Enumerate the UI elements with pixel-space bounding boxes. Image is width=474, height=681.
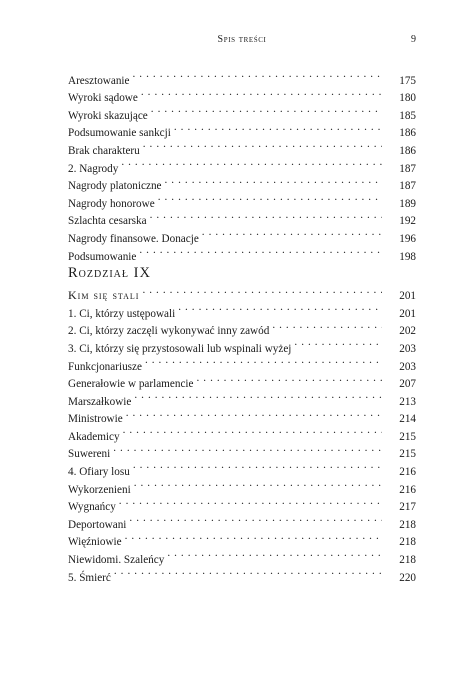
dot-leader xyxy=(272,317,382,335)
toc-entry-title: 1. Ci, którzy ustępowali xyxy=(68,307,176,320)
toc-entry-title: Wykorzenieni xyxy=(68,483,131,496)
toc-entry-page: 216 xyxy=(399,466,416,479)
dot-leader xyxy=(174,119,382,137)
toc-entry-page: 203 xyxy=(399,342,416,355)
toc-entry-title: 2. Nagrody xyxy=(68,162,119,175)
toc-entries-after xyxy=(68,299,416,584)
toc-entry-page: 198 xyxy=(399,250,416,263)
page-header xyxy=(68,34,416,48)
toc-entry-page: 215 xyxy=(399,430,416,443)
table-of-contents xyxy=(68,66,416,584)
toc-entry-page: 189 xyxy=(399,197,416,210)
toc-entry xyxy=(68,493,416,514)
toc-entry-title: Suwereni xyxy=(68,448,111,461)
chapter-title-row xyxy=(68,282,416,303)
toc-entry-title: 2. Ci, którzy zaczęli wykonywać inny zawód xyxy=(68,325,270,338)
toc-entry-title: Marszałkowie xyxy=(68,395,132,408)
toc-entry-title: Ministrowie xyxy=(68,413,123,426)
toc-entry-page: 180 xyxy=(399,92,416,105)
toc-entry-page: 214 xyxy=(399,413,416,426)
dot-leader xyxy=(151,101,382,119)
toc-entry-title: Niewidomi. Szaleńcy xyxy=(68,554,165,567)
toc-entry-page: 187 xyxy=(399,162,416,175)
toc-entry-title: Generałowie w parlamencie xyxy=(68,378,194,391)
toc-entry-title: 5. Śmierć xyxy=(68,571,111,584)
dot-leader xyxy=(134,387,382,405)
dot-leader xyxy=(145,352,382,370)
toc-entry-page: 202 xyxy=(399,325,416,338)
toc-entry-title: Wyroki sądowe xyxy=(68,92,138,105)
toc-entry-page: 203 xyxy=(399,360,416,373)
dot-leader xyxy=(121,154,382,172)
toc-entry-title: Nagrody platoniczne xyxy=(68,180,162,193)
chapter-page: 201 xyxy=(399,290,416,303)
toc-entry-title: Wyroki skazujące xyxy=(68,109,148,122)
dot-leader xyxy=(114,563,382,581)
toc-entry xyxy=(68,440,416,461)
toc-entry-page: 196 xyxy=(399,232,416,245)
dot-leader xyxy=(133,66,382,84)
toc-entry-page: 186 xyxy=(399,127,416,140)
toc-entry-page: 187 xyxy=(399,180,416,193)
dot-leader xyxy=(143,136,382,154)
toc-entry xyxy=(68,457,416,479)
toc-entry-title: Wygnańcy xyxy=(68,501,116,514)
toc-entry-page: 207 xyxy=(399,378,416,391)
toc-entry-title: Akademicy xyxy=(68,430,120,443)
chapter-title: Kim się stali xyxy=(68,288,140,303)
toc-entry-page: 192 xyxy=(399,215,416,228)
dot-leader xyxy=(294,334,382,352)
toc-entry-title: Podsumowanie xyxy=(68,250,137,263)
toc-entry-title: 4. Ofiary losu xyxy=(68,466,130,479)
toc-entry-page: 218 xyxy=(399,554,416,567)
toc-entry-page: 213 xyxy=(399,395,416,408)
toc-entry-title: Aresztowanie xyxy=(68,74,130,87)
dot-leader xyxy=(134,475,382,493)
dot-leader xyxy=(119,493,382,511)
dot-leader xyxy=(165,172,382,190)
dot-leader xyxy=(167,545,382,563)
dot-leader xyxy=(142,282,382,300)
toc-entry-page: 185 xyxy=(399,109,416,122)
toc-entry-page: 216 xyxy=(399,483,416,496)
dot-leader xyxy=(113,440,382,458)
dot-leader xyxy=(125,528,382,546)
dot-leader xyxy=(139,242,382,260)
toc-entry-page: 201 xyxy=(399,307,416,320)
dot-leader xyxy=(129,510,382,528)
toc-entry-title: Deportowani xyxy=(68,518,127,531)
dot-leader xyxy=(202,224,382,242)
running-title: Spis treści xyxy=(217,34,267,45)
toc-entry-title: Nagrody finansowe. Donacje xyxy=(68,232,199,245)
dot-leader xyxy=(178,299,382,317)
toc-entry-page: 215 xyxy=(399,448,416,461)
toc-entry-title: 3. Ci, którzy się przystosowali lub wspinali wyżej xyxy=(68,342,292,355)
toc-entry-title: Funkcjonariusze xyxy=(68,360,142,373)
toc-entry-title: Podsumowanie sankcji xyxy=(68,127,171,140)
toc-entries-before xyxy=(68,66,416,263)
toc-entry-title: Szlachta cesarska xyxy=(68,215,147,228)
toc-entry-page: 175 xyxy=(399,74,416,87)
toc-entry xyxy=(68,563,416,584)
toc-entry-page: 218 xyxy=(399,518,416,531)
toc-entry-title: Nagrody honorowe xyxy=(68,197,155,210)
toc-entry-title: Więźniowie xyxy=(68,536,122,549)
toc-entry-title: Brak charakteru xyxy=(68,144,140,157)
toc-entry xyxy=(68,66,416,87)
dot-leader xyxy=(150,207,382,225)
dot-leader xyxy=(196,370,382,388)
toc-entry-page: 217 xyxy=(399,501,416,514)
dot-leader xyxy=(126,405,382,423)
dot-leader xyxy=(133,457,382,475)
toc-entry-page: 186 xyxy=(399,144,416,157)
dot-leader xyxy=(141,84,382,102)
chapter-heading: Rozdział IX xyxy=(68,264,151,281)
toc-entry-page: 220 xyxy=(399,571,416,584)
toc-entry xyxy=(68,510,416,531)
dot-leader xyxy=(158,189,382,207)
toc-entry-page: 218 xyxy=(399,536,416,549)
dot-leader xyxy=(123,422,382,440)
page-number: 9 xyxy=(411,34,416,45)
